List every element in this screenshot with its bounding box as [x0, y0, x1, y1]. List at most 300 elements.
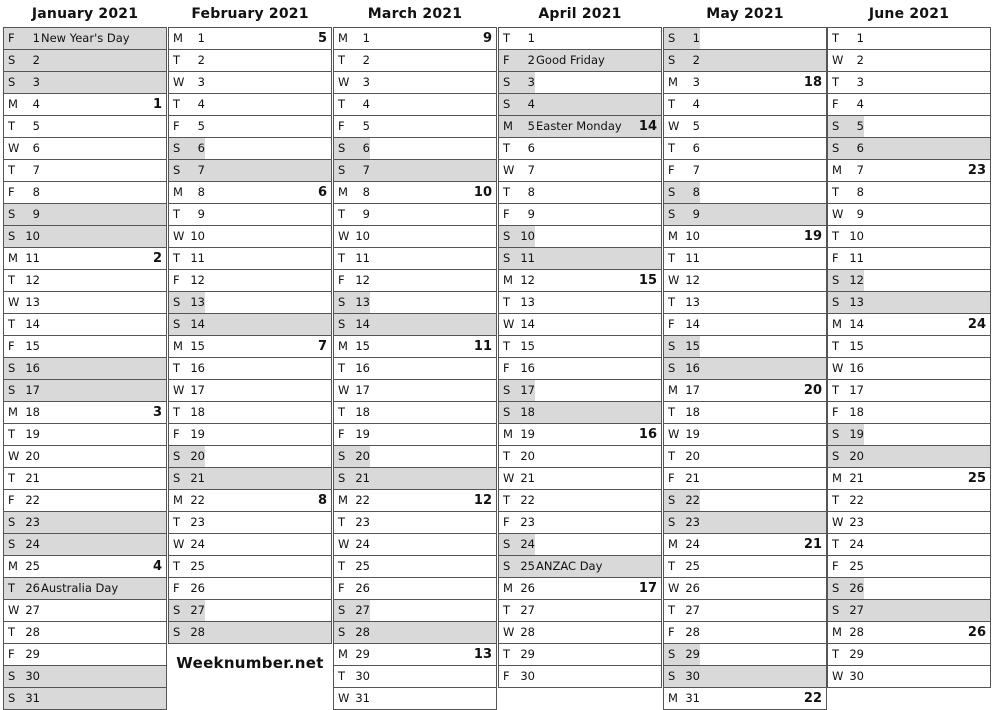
day-row — [168, 115, 331, 137]
day-number: 19 — [685, 427, 700, 441]
day-row — [663, 313, 826, 335]
date-cell — [169, 622, 205, 643]
day-row — [168, 533, 331, 555]
day-row — [333, 247, 496, 269]
weekday-letter: T — [503, 493, 511, 507]
day-number: 16 — [520, 361, 535, 375]
weekday-letter: S — [832, 581, 840, 595]
date-cell — [4, 380, 40, 401]
weekday-letter: S — [668, 669, 676, 683]
day-row — [498, 49, 661, 71]
day-row — [3, 159, 166, 181]
date-cell — [169, 270, 205, 291]
date-cell — [334, 182, 370, 203]
weekday-letter: W — [832, 207, 844, 221]
weekday-letter: S — [668, 207, 676, 221]
weekday-letter: T — [503, 31, 511, 45]
day-number: 4 — [32, 97, 40, 111]
month-title: June 2021 — [868, 6, 950, 22]
day-row — [333, 511, 496, 533]
weekday-letter: F — [503, 515, 510, 529]
day-number: 4 — [856, 97, 864, 111]
date-cell — [499, 94, 535, 115]
weekday-letter: T — [173, 405, 181, 419]
day-row — [498, 225, 661, 247]
weekday-letter: T — [8, 317, 16, 331]
day-number: 15 — [685, 339, 700, 353]
date-cell — [499, 336, 535, 357]
day-row — [827, 357, 990, 379]
date-cell — [334, 688, 370, 709]
day-row — [333, 423, 496, 445]
date-cell — [828, 600, 864, 621]
day-number: 12 — [685, 273, 700, 287]
week-number: 23 — [967, 163, 986, 178]
month-grid — [3, 27, 167, 710]
date-cell — [169, 72, 205, 93]
day-number: 5 — [32, 119, 40, 133]
weekday-letter: T — [173, 515, 181, 529]
day-number: 19 — [25, 427, 40, 441]
day-number: 15 — [849, 339, 864, 353]
weekday-letter: T — [503, 449, 511, 463]
weekday-letter: W — [173, 537, 185, 551]
weekday-letter: F — [173, 427, 180, 441]
weekday-letter: S — [503, 75, 511, 89]
day-row — [827, 335, 990, 357]
date-cell — [169, 138, 205, 159]
date-cell — [664, 666, 700, 687]
day-row — [333, 27, 496, 49]
day-row — [663, 49, 826, 71]
date-cell — [499, 534, 535, 555]
day-number: 21 — [190, 471, 205, 485]
weekday-letter: S — [173, 295, 181, 309]
day-number: 2 — [32, 53, 40, 67]
date-cell — [334, 380, 370, 401]
date-cell — [828, 94, 864, 115]
day-number: 12 — [849, 273, 864, 287]
day-row — [168, 401, 331, 423]
date-cell — [828, 578, 864, 599]
weekday-letter: W — [668, 119, 680, 133]
day-row — [498, 137, 661, 159]
day-row — [663, 269, 826, 291]
holiday-name: Good Friday — [536, 53, 605, 67]
date-cell — [4, 72, 40, 93]
day-number: 19 — [849, 427, 864, 441]
weekday-letter: T — [832, 339, 840, 353]
day-number: 16 — [190, 361, 205, 375]
weekday-letter: S — [173, 317, 181, 331]
date-cell — [664, 28, 700, 49]
date-cell — [828, 160, 864, 181]
day-number: 8 — [32, 185, 40, 199]
day-number: 23 — [190, 515, 205, 529]
day-number: 8 — [197, 185, 205, 199]
day-row — [333, 291, 496, 313]
date-cell — [499, 226, 535, 247]
day-row — [333, 489, 496, 511]
day-row — [333, 115, 496, 137]
weekday-letter: W — [338, 537, 350, 551]
day-number: 1 — [856, 31, 864, 45]
weekday-letter: W — [173, 383, 185, 397]
weekday-letter: S — [8, 229, 16, 243]
weekday-letter: T — [503, 339, 511, 353]
date-cell — [4, 248, 40, 269]
day-row — [498, 511, 661, 533]
day-number: 5 — [527, 119, 535, 133]
day-row — [3, 335, 166, 357]
day-number: 23 — [355, 515, 370, 529]
day-row — [827, 665, 990, 688]
day-number: 26 — [25, 581, 40, 595]
date-cell — [334, 138, 370, 159]
weekday-letter: W — [338, 691, 350, 705]
weekday-letter: T — [8, 427, 16, 441]
day-number: 9 — [362, 207, 370, 221]
day-number: 25 — [849, 559, 864, 573]
weekday-letter: M — [668, 383, 678, 397]
weekday-letter: W — [832, 669, 844, 683]
week-number: 12 — [473, 493, 492, 508]
weekday-letter: W — [668, 273, 680, 287]
day-row — [333, 357, 496, 379]
weekday-letter: M — [503, 119, 513, 133]
day-number: 29 — [520, 647, 535, 661]
day-number: 15 — [355, 339, 370, 353]
weekday-letter: T — [832, 75, 840, 89]
day-row — [3, 445, 166, 467]
weekday-letter: W — [832, 515, 844, 529]
date-cell — [664, 94, 700, 115]
day-row — [3, 599, 166, 621]
day-row — [168, 269, 331, 291]
day-number: 22 — [685, 493, 700, 507]
day-number: 18 — [849, 405, 864, 419]
date-cell — [4, 512, 40, 533]
date-cell — [4, 666, 40, 687]
day-number: 3 — [197, 75, 205, 89]
date-cell — [4, 556, 40, 577]
weekday-letter: T — [668, 449, 676, 463]
day-number: 31 — [355, 691, 370, 705]
date-cell — [499, 666, 535, 687]
date-cell — [4, 182, 40, 203]
day-number: 30 — [520, 669, 535, 683]
date-cell — [828, 468, 864, 489]
weekday-letter: T — [338, 97, 346, 111]
weekday-letter: F — [173, 119, 180, 133]
weekday-letter: S — [338, 449, 346, 463]
day-number: 28 — [685, 625, 700, 639]
weekday-letter: T — [173, 251, 181, 265]
date-cell — [169, 424, 205, 445]
month-grid — [498, 27, 662, 688]
date-cell — [828, 226, 864, 247]
weekday-letter: M — [8, 97, 18, 111]
weekday-letter: M — [8, 251, 18, 265]
week-number: 20 — [803, 383, 822, 398]
day-row — [498, 115, 661, 137]
week-number: 15 — [638, 273, 657, 288]
day-row — [663, 71, 826, 93]
day-row — [333, 71, 496, 93]
day-number: 8 — [692, 185, 700, 199]
date-cell — [828, 314, 864, 335]
date-cell — [334, 336, 370, 357]
weekday-letter: S — [503, 537, 511, 551]
date-cell — [664, 358, 700, 379]
date-cell — [499, 512, 535, 533]
date-cell — [499, 248, 535, 269]
weekday-letter: T — [832, 383, 840, 397]
day-number: 25 — [355, 559, 370, 573]
day-number: 8 — [856, 185, 864, 199]
weekday-letter: F — [338, 119, 345, 133]
month-title: January 2021 — [31, 6, 139, 22]
date-cell — [499, 556, 535, 577]
weekday-letter: T — [338, 361, 346, 375]
week-number: 7 — [317, 339, 327, 354]
day-row — [663, 335, 826, 357]
date-cell — [4, 226, 40, 247]
weekday-letter: S — [173, 163, 181, 177]
date-cell — [334, 666, 370, 687]
day-number: 10 — [25, 229, 40, 243]
weekday-letter: S — [668, 647, 676, 661]
day-number: 9 — [32, 207, 40, 221]
day-number: 10 — [355, 229, 370, 243]
day-number: 29 — [685, 647, 700, 661]
day-row — [168, 181, 331, 203]
day-row — [827, 489, 990, 511]
day-row — [498, 203, 661, 225]
month-0 — [3, 0, 167, 710]
date-cell — [828, 490, 864, 511]
day-row — [498, 93, 661, 115]
day-number: 6 — [197, 141, 205, 155]
day-number: 18 — [520, 405, 535, 419]
day-row — [663, 445, 826, 467]
day-number: 25 — [25, 559, 40, 573]
week-number: 22 — [803, 691, 822, 706]
weekday-letter: S — [832, 141, 840, 155]
day-number: 21 — [355, 471, 370, 485]
date-cell — [169, 160, 205, 181]
day-number: 16 — [355, 361, 370, 375]
weekday-letter: T — [832, 537, 840, 551]
weekday-letter: T — [668, 559, 676, 573]
date-cell — [828, 182, 864, 203]
month-title: May 2021 — [706, 6, 784, 22]
day-row — [663, 137, 826, 159]
day-number: 20 — [520, 449, 535, 463]
day-row — [3, 27, 166, 49]
weekday-letter: T — [503, 295, 511, 309]
date-cell — [169, 182, 205, 203]
day-number: 23 — [685, 515, 700, 529]
date-cell — [828, 50, 864, 71]
day-number: 21 — [520, 471, 535, 485]
day-number: 28 — [355, 625, 370, 639]
date-cell — [334, 50, 370, 71]
day-number: 2 — [197, 53, 205, 67]
month-5 — [827, 0, 991, 688]
day-row — [498, 379, 661, 401]
day-row — [498, 269, 661, 291]
day-row — [663, 467, 826, 489]
weekday-letter: F — [173, 581, 180, 595]
date-cell — [499, 490, 535, 511]
day-row — [498, 445, 661, 467]
day-number: 7 — [362, 163, 370, 177]
month-grid — [827, 27, 991, 688]
date-cell — [334, 644, 370, 665]
day-row — [827, 313, 990, 335]
day-row — [498, 577, 661, 599]
weekday-letter: T — [668, 603, 676, 617]
date-cell — [664, 336, 700, 357]
weekday-letter: T — [173, 207, 181, 221]
weekday-letter: S — [173, 449, 181, 463]
day-row — [3, 621, 166, 643]
day-number: 19 — [520, 427, 535, 441]
weekday-letter: S — [832, 427, 840, 441]
week-number: 3 — [152, 405, 162, 420]
date-cell — [499, 28, 535, 49]
date-cell — [664, 578, 700, 599]
day-row — [168, 137, 331, 159]
date-cell — [4, 644, 40, 665]
weekday-letter: T — [832, 229, 840, 243]
week-number: 14 — [638, 119, 657, 134]
weekday-letter: S — [338, 471, 346, 485]
day-number: 26 — [190, 581, 205, 595]
day-row — [827, 467, 990, 489]
date-cell — [664, 204, 700, 225]
date-cell — [169, 358, 205, 379]
day-number: 20 — [685, 449, 700, 463]
day-number: 26 — [685, 581, 700, 595]
weekday-letter: S — [503, 559, 511, 573]
day-row — [3, 555, 166, 577]
date-cell — [334, 204, 370, 225]
weekday-letter: W — [668, 581, 680, 595]
day-number: 13 — [849, 295, 864, 309]
day-row — [3, 467, 166, 489]
day-number: 9 — [527, 207, 535, 221]
date-cell — [664, 402, 700, 423]
day-row — [3, 269, 166, 291]
day-row — [333, 159, 496, 181]
weekday-letter: S — [832, 449, 840, 463]
day-row — [333, 665, 496, 687]
weekday-letter: S — [668, 185, 676, 199]
day-row — [827, 269, 990, 291]
weekday-letter: W — [503, 471, 515, 485]
day-row — [827, 181, 990, 203]
weekday-letter: S — [668, 361, 676, 375]
weekday-letter: S — [8, 53, 16, 67]
date-cell — [499, 424, 535, 445]
date-cell — [169, 578, 205, 599]
weekday-letter: F — [503, 361, 510, 375]
week-number: 2 — [152, 251, 162, 266]
day-row — [498, 643, 661, 665]
day-row — [827, 291, 990, 313]
day-row — [663, 203, 826, 225]
date-cell — [4, 28, 40, 49]
weekday-letter: S — [668, 53, 676, 67]
day-number: 23 — [849, 515, 864, 529]
day-number: 28 — [190, 625, 205, 639]
day-row — [827, 423, 990, 445]
day-number: 1 — [32, 31, 40, 45]
date-cell — [828, 204, 864, 225]
weekday-letter: T — [8, 581, 16, 595]
day-number: 17 — [190, 383, 205, 397]
date-cell — [4, 578, 40, 599]
weekday-letter: T — [173, 361, 181, 375]
day-number: 12 — [190, 273, 205, 287]
date-cell — [169, 336, 205, 357]
date-cell — [4, 468, 40, 489]
week-number: 11 — [473, 339, 492, 354]
day-row — [498, 335, 661, 357]
day-row — [168, 511, 331, 533]
day-number: 7 — [856, 163, 864, 177]
date-cell — [828, 534, 864, 555]
date-cell — [334, 292, 370, 313]
month-grid — [168, 27, 332, 644]
day-row — [3, 489, 166, 511]
day-row — [3, 511, 166, 533]
date-cell — [169, 600, 205, 621]
day-number: 30 — [25, 669, 40, 683]
day-number: 13 — [355, 295, 370, 309]
date-cell — [334, 600, 370, 621]
date-cell — [4, 402, 40, 423]
weekday-letter: T — [338, 251, 346, 265]
day-number: 5 — [197, 119, 205, 133]
date-cell — [664, 424, 700, 445]
day-row — [3, 643, 166, 665]
weekday-letter: S — [503, 405, 511, 419]
weekday-letter: W — [503, 163, 515, 177]
day-number: 5 — [692, 119, 700, 133]
week-number: 8 — [317, 493, 327, 508]
day-number: 19 — [355, 427, 370, 441]
day-number: 22 — [355, 493, 370, 507]
day-number: 24 — [355, 537, 370, 551]
week-number: 4 — [152, 559, 162, 574]
day-row — [168, 445, 331, 467]
day-number: 17 — [849, 383, 864, 397]
day-number: 30 — [685, 669, 700, 683]
date-cell — [169, 50, 205, 71]
weekday-letter: S — [173, 471, 181, 485]
day-number: 25 — [685, 559, 700, 573]
day-number: 23 — [520, 515, 535, 529]
weekday-letter: T — [503, 647, 511, 661]
date-cell — [828, 512, 864, 533]
day-row — [663, 555, 826, 577]
date-cell — [664, 600, 700, 621]
month-3 — [498, 0, 662, 688]
day-number: 7 — [692, 163, 700, 177]
